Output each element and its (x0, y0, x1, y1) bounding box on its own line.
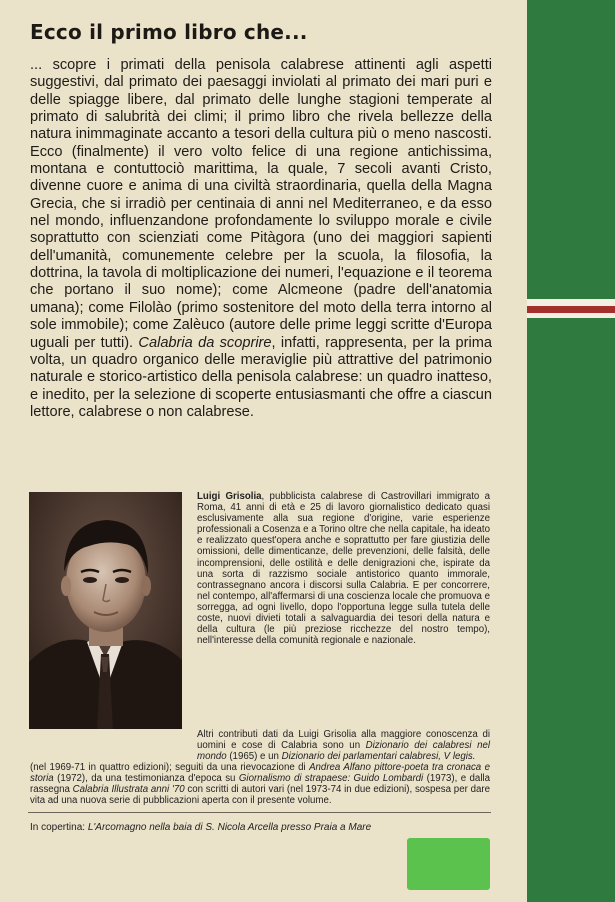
caption-text: L'Arcomagno nella baia di S. Nicola Arcella presso Praia a Mare (87, 822, 372, 833)
book-title: Calabria da scoprire (138, 334, 272, 351)
author-portrait-image (29, 492, 182, 729)
author-bio (197, 491, 490, 646)
author-photo (29, 492, 182, 729)
divider-line (28, 812, 491, 813)
price-label-sticker (407, 838, 490, 890)
work-title-1: Dizionario dei calabresi nel mondo (197, 740, 491, 763)
tricolor-white-band-lower (527, 313, 615, 318)
intro-tail: , infatti, rappresenta, per la prima volta, un quadro organico delle meraviglie più attrattive del patrimonio naturale e storico-artistico della penisola calabrese: un quadro inatteso, e inedito, per la selezione di scoperte entusiasmanti che offre a ciascun lettore, calabrese o non calabrese. (30, 334, 492, 420)
other-works-text-1: Altri contributi dati da Luigi Grisolia alla maggiore conoscenza di uomini e cose di Calabria sono un (197, 729, 490, 752)
other-works-text-6: con scritti di autori vari (nel 1973-74 in due edizioni), sospesa per dare vita ad una nuova serie di pubblicazioni aperta con il presente volume. (30, 784, 490, 807)
work-title-2: Dizionario dei parlamentari calabresi, V legis. (281, 751, 476, 763)
other-works-text-2: (1965) e un (229, 751, 279, 763)
other-works-text-3: (nel 1969-71 in quattro edizioni); seguiti da una rievocazione di (30, 762, 306, 774)
other-works (30, 729, 490, 806)
other-works-text-4: (1972), da una testimonianza d'epoca su (57, 773, 236, 785)
tricolor-red-band (527, 306, 615, 313)
author-name: Luigi Grisolia (197, 491, 262, 502)
caption-label: In copertina: (30, 822, 86, 833)
other-works-text-5: (1973), e dalla rassegna (30, 773, 491, 796)
intro-lead: ... scopre i primati della penisola calabrese attinenti agli aspetti suggestivi, dal primato dei paesaggi inviolati al primato dei mari puri e delle spiagge libere, dal primato delle lunghe stagioni temperate al primato di salubrità dei climi; il primo libro che rivela bellezze della natura inimmaginate accanto a tesori della cultura più o meno nascosti. Ecco (finalmente) il vero volto felice di una regione antichissima, montana e contuttociò marittima, la quale, 7 secoli avanti Cristo, divenne cuore e anima di una civiltà straordinaria, quella della Magna Grecia, che si irradiò per centinaia di anni nel Mediterraneo, e da esso nel mondo, influenzandone profondamente lo sviluppo morale e civile soprattutto con scienziati come Pitàgora (uno dei maggiori sapienti dell'umanità, comunemente celebre per la scuola, la filosofia, la dottrina, la tavola di moltiplicazione dei numeri, l'equazione e il teorema che portano il suo nome); come Alcmeone (padre dell'anatomia umana); come Filolào (primo sostenitore del moto della terra intorno al sole immobile); come Zalèuco (autore delle prime leggi scritte d'Europa uguali per tutti). (30, 57, 492, 351)
work-title-3: Andrea Alfano pittore-poeta tra cronaca e storia (30, 762, 490, 785)
author-bio-text: , pubblicista calabrese di Castrovillari immigrato a Roma, 41 anni di età e 25 di lavoro giornalistico dedicato quasi esclusivamente alla sua regione d'origine, varie esperienze professionali a Cosenza e a Torino oltre che nella capitale, ha ideato e realizzato quest'opera anche e soprattutto per fare giustizia delle omissioni, delle dimenticanze, delle prevenzioni, delle falsità, delle incomprensioni, delle ostilità e delle denigrazioni che, ispirate da una sorta di razzismo sociale antistorico quanto immorale, contrassegnano ancora i discorsi sulla Calabria. E per concorrere, nel contempo, all'affermarsi di una coscienza locale che promuova e sorregga, ad ogni livello, dopo l'opportuna legge sulla tutela delle coste, nuovi divieti totali a salvaguardia dei tesori della natura e della cultura (le più preziose ricchezze del nostro tempo), nell'interesse della comunità regionale e nazionale. (197, 491, 491, 647)
intro-paragraph (30, 57, 492, 421)
work-title-4: Giornalismo di strapaese: Guido Lombardi (238, 773, 424, 785)
cover-heading: Ecco il primo libro che... (30, 20, 308, 44)
work-title-5: Calabria Illustrata anni '70 (72, 784, 185, 796)
cover-caption (30, 822, 500, 833)
tricolor-white-band (527, 299, 615, 306)
tricolor-green-band (527, 0, 615, 902)
